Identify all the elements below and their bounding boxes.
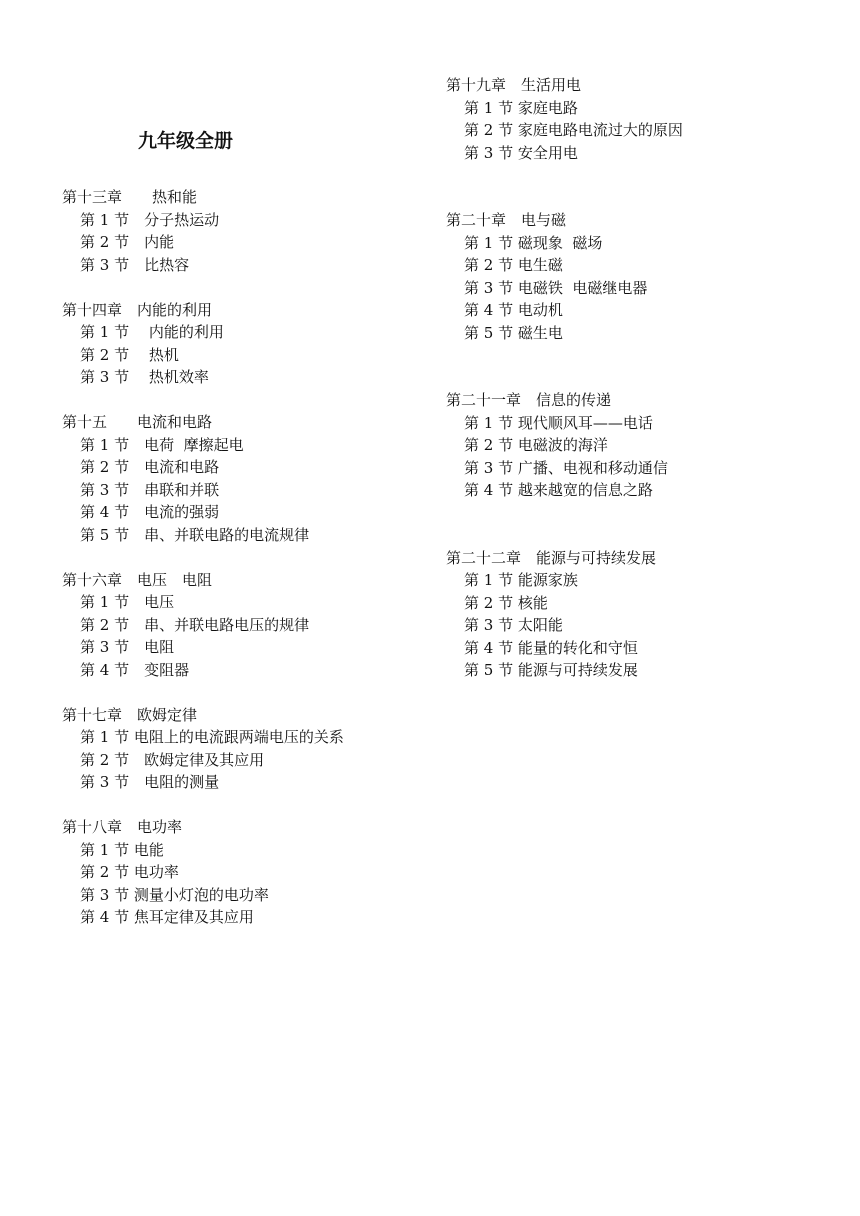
section-item: 第 2 节 内能 bbox=[80, 233, 175, 251]
section-item: 第 4 节 电动机 bbox=[464, 301, 563, 319]
section-item: 第 3 节 电磁铁 电磁继电器 bbox=[464, 278, 648, 297]
chapter-13 bbox=[62, 186, 344, 276]
chapter-16 bbox=[62, 569, 344, 682]
section-item: 第 2 节 家庭电路电流过大的原因 bbox=[464, 121, 683, 139]
section-item: 第 1 节 现代顺风耳——电话 bbox=[464, 413, 653, 432]
toc-left-column bbox=[62, 186, 344, 951]
section-item: 第 4 节 越来越宽的信息之路 bbox=[464, 481, 653, 499]
section-item: 第 1 节 能源家族 bbox=[464, 571, 578, 589]
chapter-17 bbox=[62, 704, 344, 794]
section-item: 第 1 节 电阻上的电流跟两端电压的关系 bbox=[80, 728, 344, 746]
section-item: 第 1 节 分子热运动 bbox=[80, 210, 220, 229]
section-item: 第 2 节 串、并联电路电压的规律 bbox=[80, 615, 310, 634]
section-item: 第 2 节 电生磁 bbox=[464, 256, 563, 274]
section-item: 第 1 节 内能的利用 bbox=[80, 323, 224, 341]
chapter-title: 第二十章 电与磁 bbox=[446, 211, 567, 229]
chapter-title: 第十九章 生活用电 bbox=[446, 76, 582, 94]
section-item: 第 3 节 测量小灯泡的电功率 bbox=[80, 885, 269, 904]
section-item: 第 2 节 电磁波的海洋 bbox=[464, 436, 608, 454]
section-item: 第 1 节 电能 bbox=[80, 840, 164, 859]
section-item: 第 1 节 电压 bbox=[80, 593, 175, 611]
chapter-title: 第十三章 热和能 bbox=[62, 188, 198, 206]
section-item: 第 5 节 串、并联电路的电流规律 bbox=[80, 525, 310, 544]
section-item: 第 2 节 核能 bbox=[464, 593, 548, 612]
chapter-18 bbox=[62, 816, 344, 929]
section-item: 第 3 节 安全用电 bbox=[464, 143, 578, 162]
section-item: 第 4 节 电流的强弱 bbox=[80, 503, 220, 521]
section-item: 第 3 节 广播、电视和移动通信 bbox=[464, 458, 668, 477]
chapter-title: 第二十一章 信息的传递 bbox=[446, 391, 612, 409]
chapter-title: 第二十二章 能源与可持续发展 bbox=[446, 548, 657, 567]
page-title: 九年级全册 bbox=[138, 130, 234, 152]
chapter-15 bbox=[62, 411, 344, 546]
section-item: 第 2 节 电流和电路 bbox=[80, 458, 220, 476]
chapter-title: 第十八章 电功率 bbox=[62, 818, 183, 836]
section-item: 第 1 节 电荷 摩擦起电 bbox=[80, 435, 244, 454]
chapter-20 bbox=[446, 209, 683, 344]
section-item: 第 3 节 热机效率 bbox=[80, 368, 209, 386]
chapter-title: 第十四章 内能的利用 bbox=[62, 300, 213, 319]
chapter-14 bbox=[62, 299, 344, 389]
toc-right-column bbox=[446, 74, 683, 704]
chapter-title: 第十五 电流和电路 bbox=[62, 413, 213, 431]
section-item: 第 3 节 电阻的测量 bbox=[80, 773, 220, 791]
section-item: 第 3 节 比热容 bbox=[80, 255, 190, 274]
section-item: 第 2 节 热机 bbox=[80, 345, 179, 364]
chapter-21 bbox=[446, 389, 683, 502]
section-item: 第 1 节 家庭电路 bbox=[464, 98, 578, 117]
section-item: 第 5 节 磁生电 bbox=[464, 323, 563, 342]
chapter-title: 第十七章 欧姆定律 bbox=[62, 705, 198, 724]
section-item: 第 4 节 变阻器 bbox=[80, 660, 190, 679]
section-item: 第 3 节 串联和并联 bbox=[80, 480, 220, 499]
chapter-22 bbox=[446, 547, 683, 682]
section-item: 第 2 节 电功率 bbox=[80, 863, 179, 881]
section-item: 第 3 节 太阳能 bbox=[464, 616, 563, 634]
section-item: 第 1 节 磁现象 磁场 bbox=[464, 233, 603, 252]
section-item: 第 4 节 焦耳定律及其应用 bbox=[80, 908, 254, 926]
section-item: 第 4 节 能量的转化和守恒 bbox=[464, 638, 638, 657]
section-item: 第 3 节 电阻 bbox=[80, 638, 175, 656]
section-item: 第 2 节 欧姆定律及其应用 bbox=[80, 750, 265, 769]
chapter-19 bbox=[446, 74, 683, 164]
section-item: 第 5 节 能源与可持续发展 bbox=[464, 661, 638, 679]
chapter-title: 第十六章 电压 电阻 bbox=[62, 570, 213, 589]
